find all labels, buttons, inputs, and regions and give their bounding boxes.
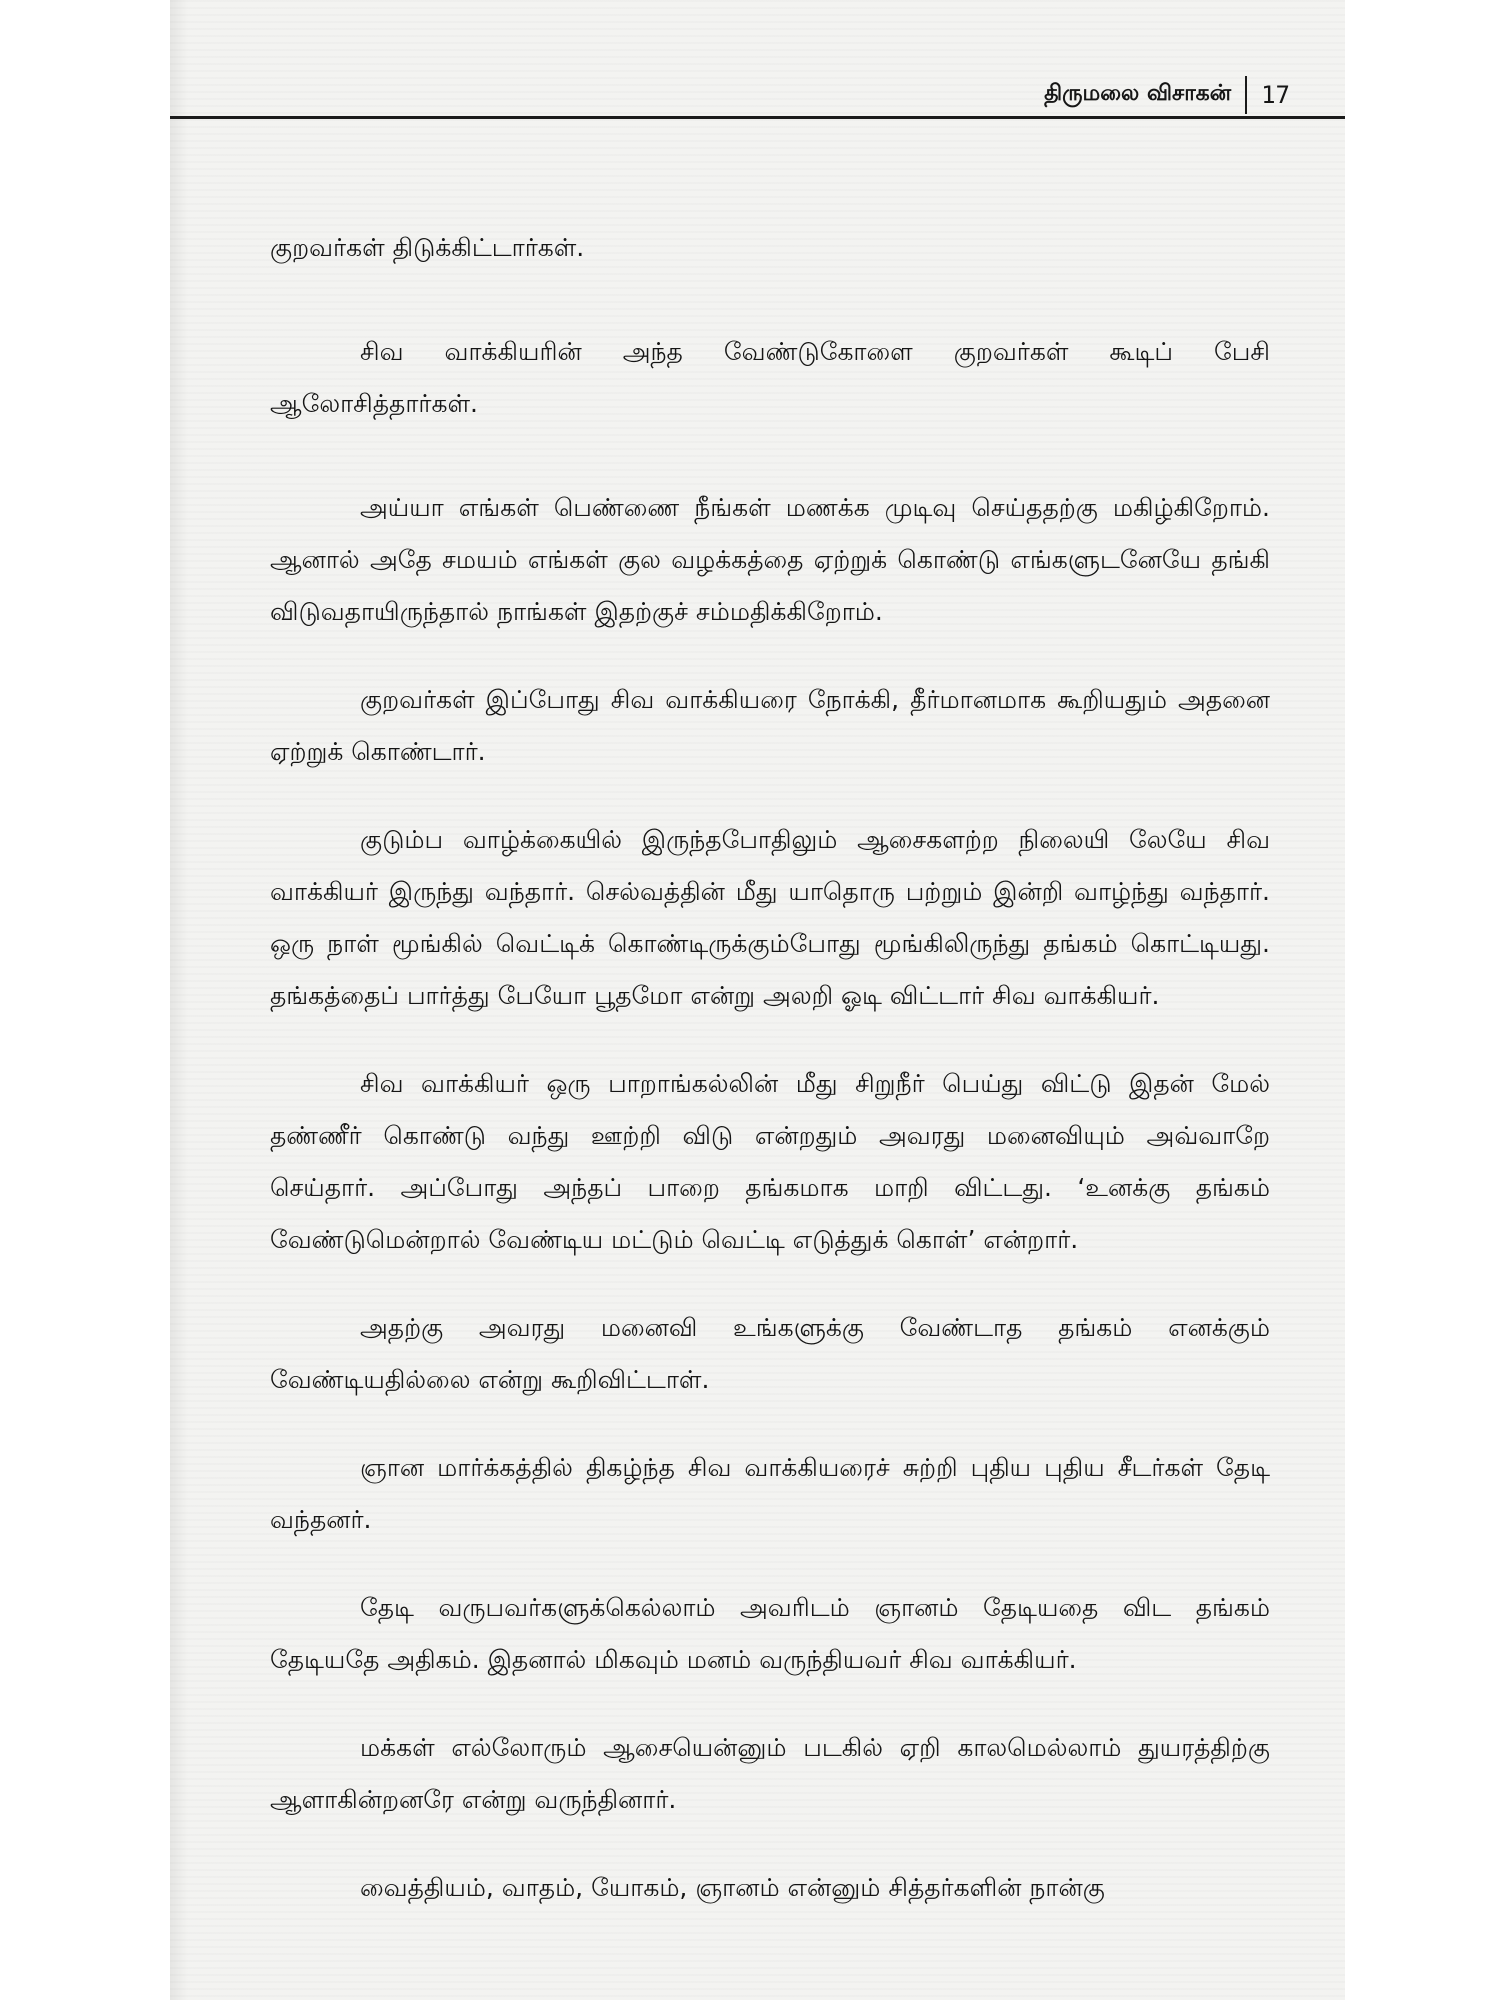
- paragraph-5: குடும்ப வாழ்க்கையில் இருந்தபோதிலும் ஆசைகளற்ற நிலையி லேயே சிவ வாக்கியர் இருந்து வந்தார். செல்வத்தின் மீது யாதொரு பற்றும் இன்றி வாழ்ந்து வந்தார். ஒரு நாள் மூங்கில் வெட்டிக் கொண்டிருக்கும்போது மூங்கிலிருந்து தங்கம் கொட்டியது. தங்கத்தைப் பார்த்து பேயோ பூதமோ என்று அலறி ஓடி விட்டார் சிவ வாக்கியர்.: [270, 825, 1270, 1010]
- paragraph-7: அதற்கு அவரது மனைவி உங்களுக்கு வேண்டாத தங்கம் எனக்கும் வேண்டியதில்லை என்று கூறிவிட்டாள்.: [270, 1313, 1270, 1394]
- paragraph-8: ஞான மார்க்கத்தில் திகழ்ந்த சிவ வாக்கியரைச் சுற்றி புதிய புதிய சீடர்கள் தேடி வந்தனர்.: [270, 1453, 1270, 1534]
- book-page: [170, 0, 1345, 2000]
- paragraph-3: அய்யா எங்கள் பெண்ணை நீங்கள் மணக்க முடிவு செய்ததற்கு மகிழ்கிறோம். ஆனால் அதே சமயம் எங்கள் குல வழக்கத்தை ஏற்றுக் கொண்டு எங்களுடனேயே தங்கி விடுவதாயிருந்தால் நாங்கள் இதற்குச் சம்மதிக்கிறோம்.: [270, 493, 1270, 626]
- page-number: 17: [1261, 81, 1290, 109]
- paragraph-2: சிவ வாக்கியரின் அந்த வேண்டுகோளை குறவர்கள் கூடிப் பேசி ஆலோசித்தார்கள்.: [270, 337, 1270, 418]
- paragraph-9: தேடி வருபவர்களுக்கெல்லாம் அவரிடம் ஞானம் தேடியதை விட தங்கம் தேடியதே அதிகம். இதனால் மிகவும் மனம் வருந்தியவர் சிவ வாக்கியர்.: [270, 1593, 1270, 1674]
- paragraph-1: குறவர்கள் திடுக்கிட்டார்கள்.: [270, 233, 585, 262]
- page-header: [1044, 70, 1290, 120]
- header-separator: [1245, 76, 1247, 114]
- paragraph-11: வைத்தியம், வாதம், யோகம், ஞானம் என்னும் சித்தர்களின் நான்கு: [360, 1873, 1105, 1902]
- paragraph-6: சிவ வாக்கியர் ஒரு பாறாங்கல்லின் மீது சிறுநீர் பெய்து விட்டு இதன் மேல் தண்ணீர் கொண்டு வந்து ஊற்றி விடு என்றதும் அவரது மனைவியும் அவ்வாறே செய்தார். அப்போது அந்தப் பாறை தங்கமாக மாறி விட்டது. ‘உனக்கு தங்கம் வேண்டுமென்றால் வேண்டிய மட்டும் வெட்டி எடுத்துக் கொள்’ என்றார்.: [270, 1069, 1270, 1254]
- paragraph-10: மக்கள் எல்லோரும் ஆசையென்னும் படகில் ஏறி காலமெல்லாம் துயரத்திற்கு ஆளாகின்றனரே என்று வருந்தினார்.: [270, 1733, 1270, 1814]
- header-rule: [170, 116, 1345, 119]
- running-head: திருமலை விசாகன்: [1044, 81, 1232, 106]
- body-text: [270, 222, 1270, 1950]
- paragraph-4: குறவர்கள் இப்போது சிவ வாக்கியரை நோக்கி, தீர்மானமாக கூறியதும் அதனை ஏற்றுக் கொண்டார்.: [270, 685, 1270, 766]
